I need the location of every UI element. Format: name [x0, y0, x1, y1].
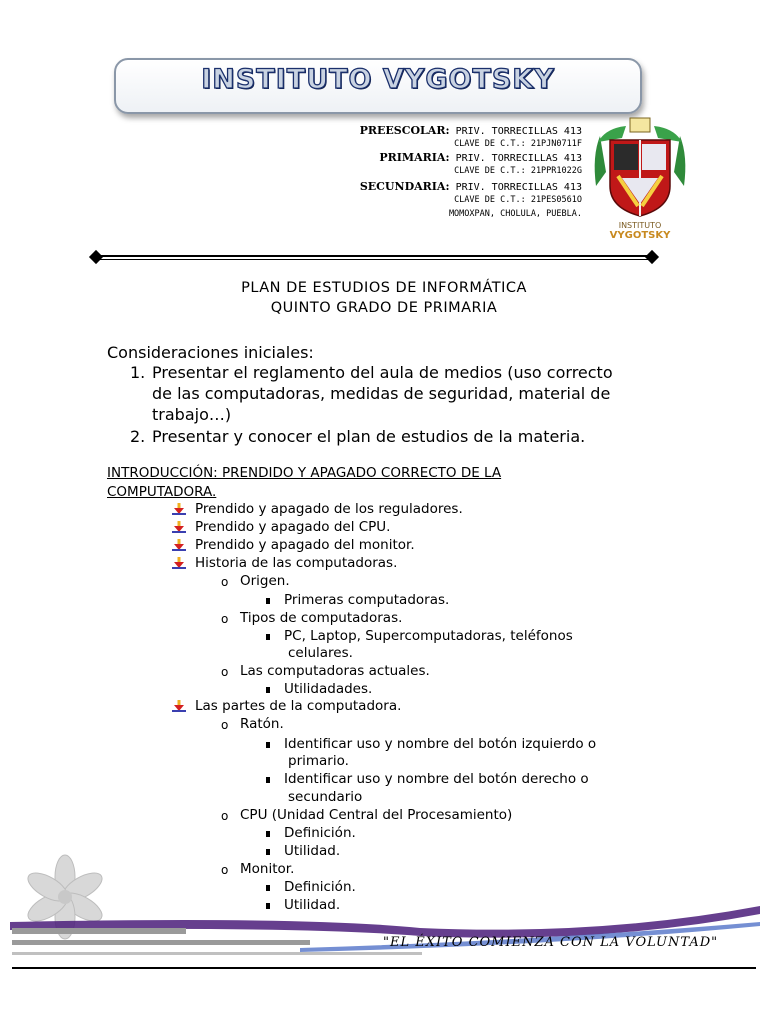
- circle-bullet-icon: o: [221, 809, 229, 823]
- item-utilidades: Utilidadades.: [284, 681, 373, 697]
- square-bullet-icon: [266, 742, 270, 748]
- considerations-heading: Consideraciones iniciales:: [107, 343, 314, 362]
- clave-primaria: CLAVE DE C.T.: 21PPR1022G: [454, 166, 582, 176]
- item-monitor-definicion: Definición.: [284, 879, 356, 895]
- circle-bullet-icon: o: [221, 718, 229, 732]
- consideration-2-line1: Presentar y conocer el plan de estudios de la materia.: [152, 427, 586, 446]
- address-city: MOMOXPAN, CHOLULA, PUEBLA.: [448, 209, 582, 219]
- arrow-bullet-icon: [172, 502, 186, 516]
- circle-bullet-icon: o: [221, 863, 229, 877]
- school-crest: [592, 116, 688, 240]
- item-reguladores: Prendido y apagado de los reguladores.: [195, 501, 463, 517]
- circle-bullet-icon: o: [221, 612, 229, 626]
- item-monitor-2: Monitor.: [240, 861, 295, 877]
- square-bullet-icon: [266, 634, 270, 640]
- consideration-2-num: 2.: [130, 427, 146, 446]
- header-divider-thin: [96, 259, 652, 260]
- item-origen: Origen.: [240, 573, 290, 589]
- consideration-1-line2: de las computadoras, medidas de seguridad, material de: [152, 384, 611, 403]
- intro-heading-line1: INTRODUCCIÓN: PRENDIDO Y APAGADO CORRECTO DE LA: [107, 465, 502, 481]
- consideration-1-num: 1.: [130, 363, 146, 382]
- footer-quote: "EL ÉXITO COMIENZA CON LA VOLUNTAD": [383, 935, 719, 950]
- consideration-1-line3: trabajo…): [152, 405, 232, 424]
- square-bullet-icon: [266, 885, 270, 891]
- address-preescolar: PREESCOLAR: PRIV. TORRECILLAS 413: [359, 124, 582, 137]
- divider-diamond-right: [645, 250, 659, 264]
- item-cpu-utilidad: Utilidad.: [284, 843, 341, 859]
- item-raton: Ratón.: [240, 716, 284, 732]
- item-monitor: Prendido y apagado del monitor.: [195, 537, 415, 553]
- crest-label: VYGOTSKY: [609, 230, 671, 240]
- item-tipos: Tipos de computadoras.: [240, 610, 403, 626]
- circle-bullet-icon: o: [221, 575, 229, 589]
- square-bullet-icon: [266, 687, 270, 693]
- divider-diamond-left: [89, 250, 103, 264]
- item-historia: Historia de las computadoras.: [195, 555, 398, 571]
- item-partes: Las partes de la computadora.: [195, 698, 402, 714]
- square-bullet-icon: [266, 777, 270, 783]
- item-actuales: Las computadoras actuales.: [240, 663, 430, 679]
- item-der-line1: Identificar uso y nombre del botón derecho o: [284, 771, 589, 787]
- doc-title-line2: QUINTO GRADO DE PRIMARIA: [270, 300, 498, 316]
- arrow-bullet-icon: [172, 699, 186, 713]
- consideration-1-line1: Presentar el reglamento del aula de medios (uso correcto: [152, 363, 613, 382]
- square-bullet-icon: [266, 598, 270, 604]
- address-secundaria: SECUNDARIA: PRIV. TORRECILLAS 413: [359, 180, 582, 193]
- item-cpu-definicion: Definición.: [284, 825, 356, 841]
- item-pc-line1: PC, Laptop, Supercomputadoras, teléfonos: [284, 628, 573, 644]
- intro-heading-line2: COMPUTADORA.: [107, 484, 217, 500]
- item-cpu: Prendido y apagado del CPU.: [195, 519, 391, 535]
- clave-secundaria: CLAVE DE C.T.: 21PES0561O: [454, 195, 582, 205]
- doc-title-line1: PLAN DE ESTUDIOS DE INFORMÁTICA: [241, 280, 527, 296]
- arrow-bullet-icon: [172, 556, 186, 570]
- address-primaria: PRIMARIA: PRIV. TORRECILLAS 413: [379, 151, 582, 164]
- square-bullet-icon: [266, 831, 270, 837]
- item-primeras: Primeras computadoras.: [284, 592, 450, 608]
- item-monitor-utilidad: Utilidad.: [284, 897, 341, 913]
- item-pc-line2: celulares.: [288, 645, 353, 661]
- item-der-line2: secundario: [288, 789, 363, 805]
- item-cpu-def: CPU (Unidad Central del Procesamiento): [240, 807, 513, 823]
- item-izq-line1: Identificar uso y nombre del botón izquierdo o: [284, 736, 597, 752]
- square-bullet-icon: [266, 849, 270, 855]
- footer-line: [12, 967, 756, 969]
- arrow-bullet-icon: [172, 538, 186, 552]
- header-divider: [96, 255, 652, 257]
- arrow-bullet-icon: [172, 520, 186, 534]
- item-izq-line2: primario.: [288, 753, 349, 769]
- clave-preescolar: CLAVE DE C.T.: 21PJN0711F: [454, 139, 582, 149]
- svg-text:INSTITUTO: INSTITUTO: [618, 221, 662, 230]
- school-title: INSTITUTO VYGOTSKY: [201, 64, 555, 95]
- circle-bullet-icon: o: [221, 665, 229, 679]
